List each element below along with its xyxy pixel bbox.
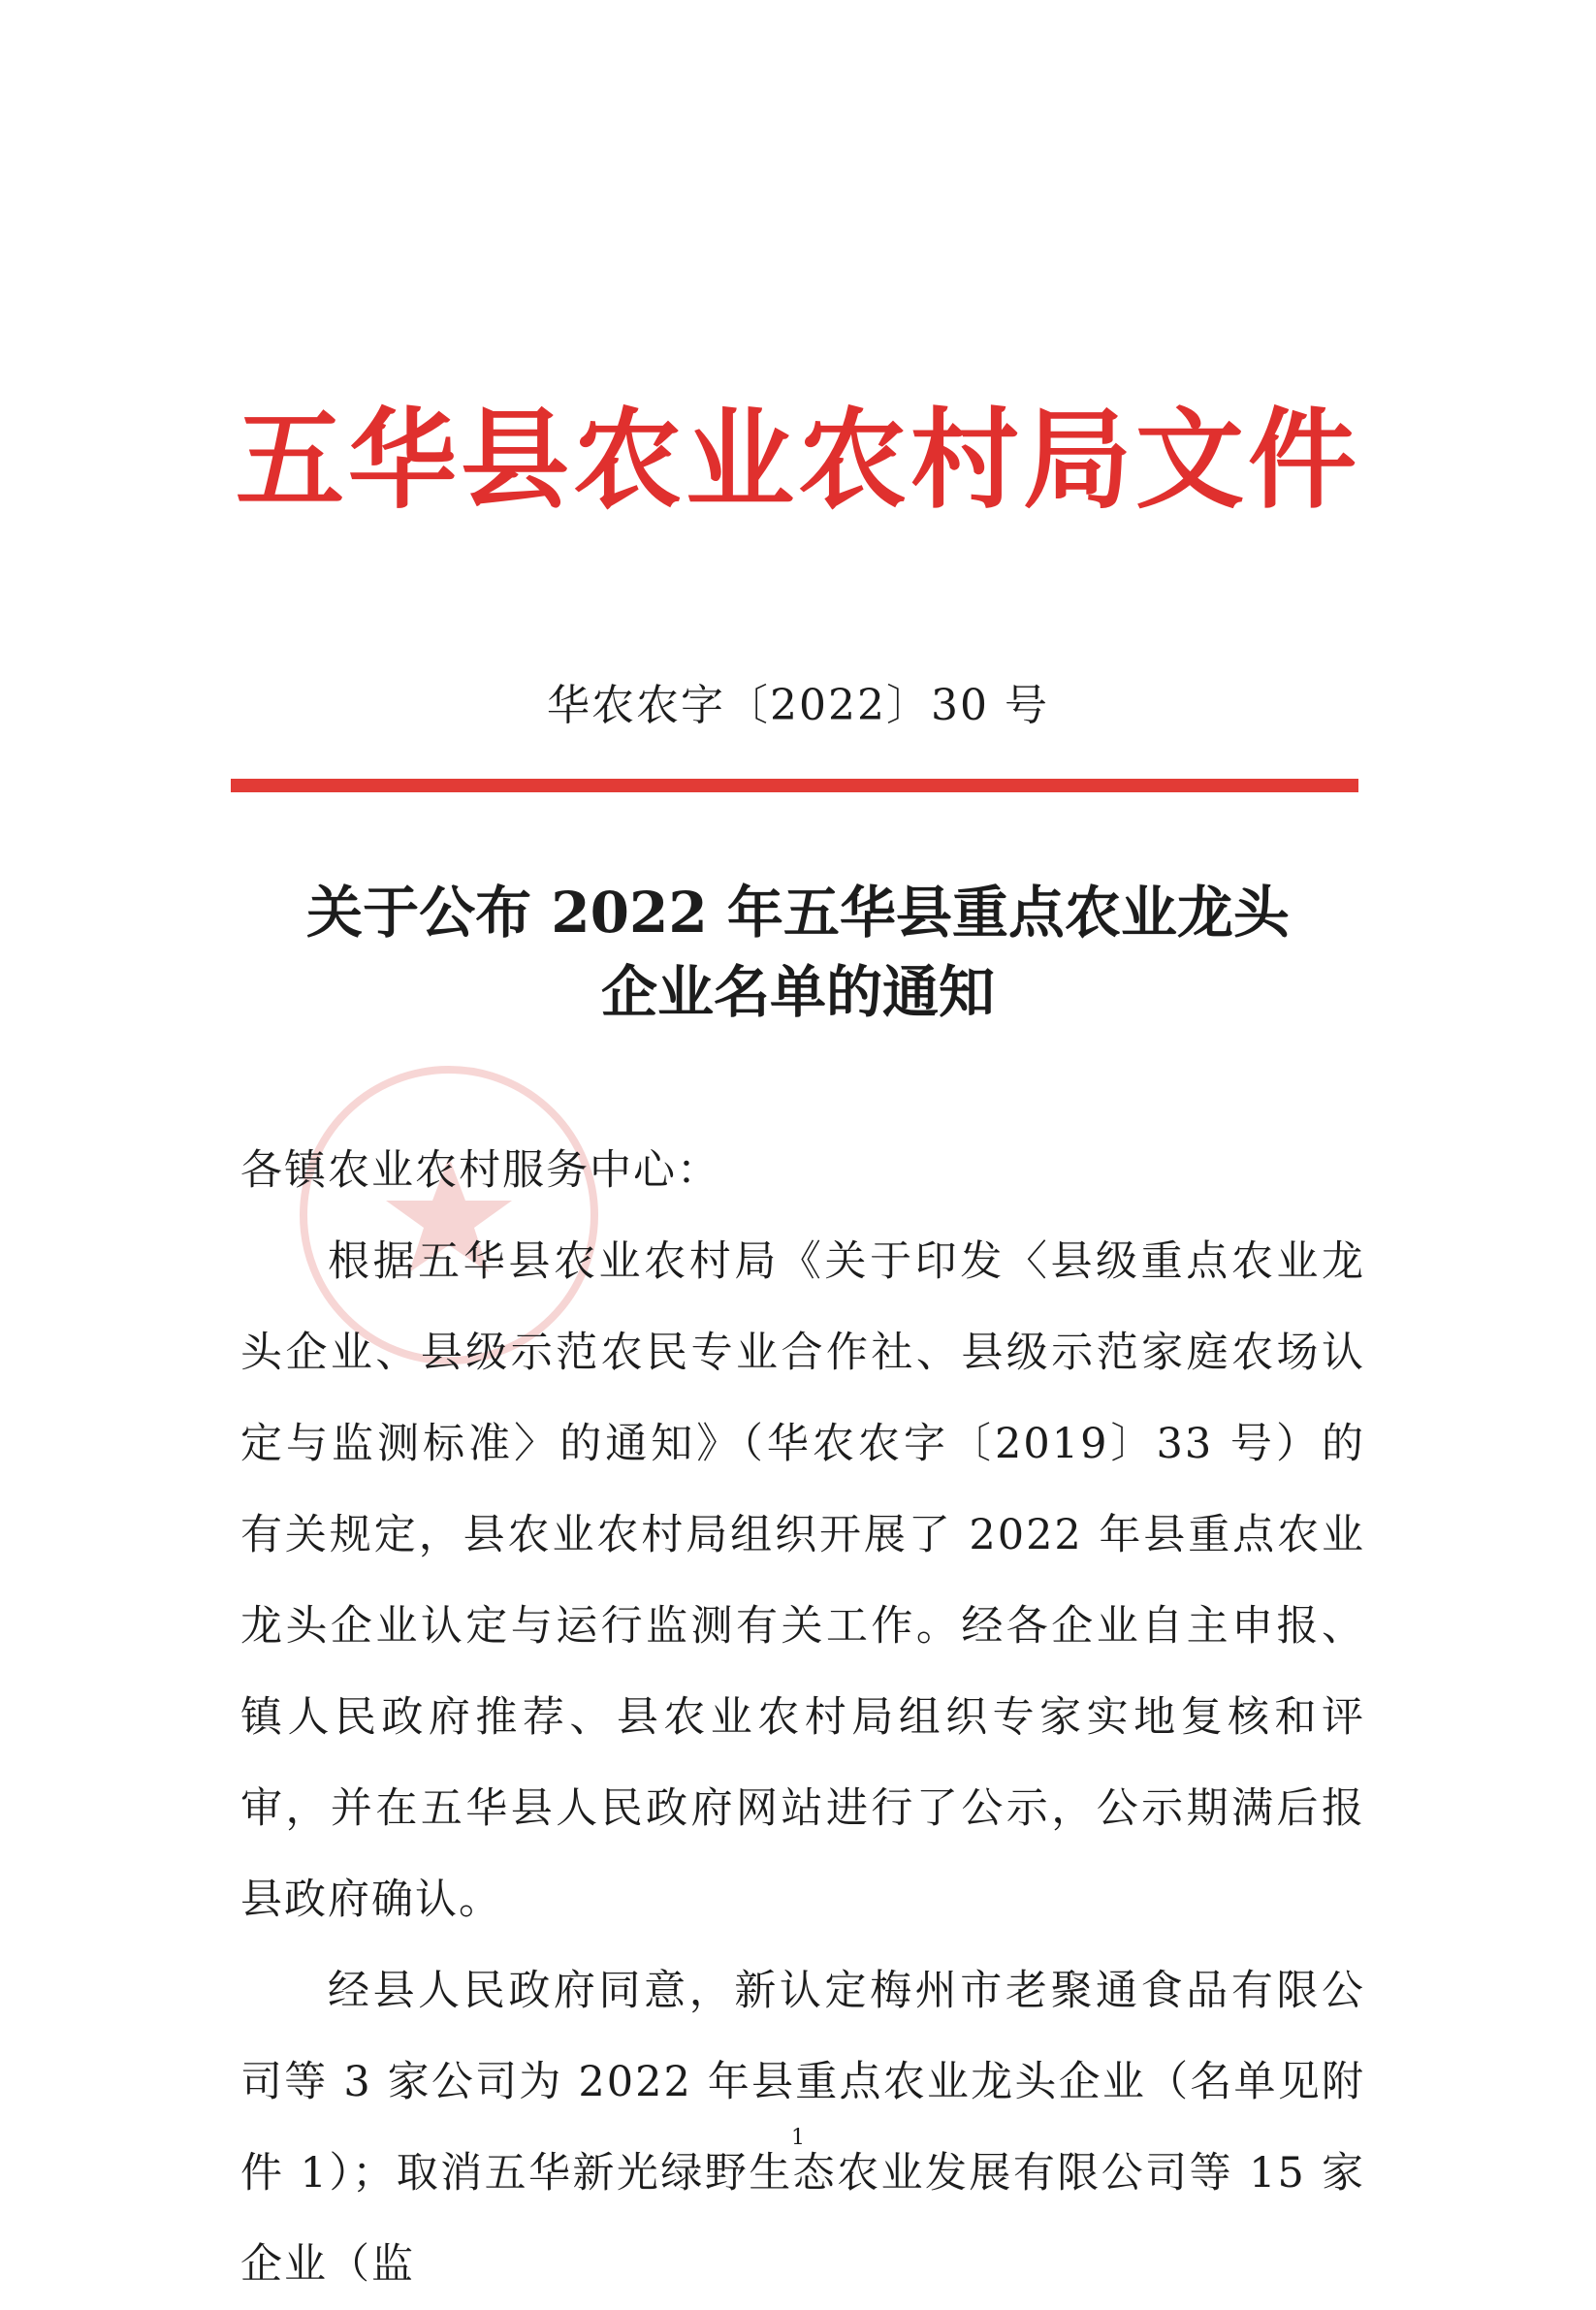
red-separator-rule bbox=[231, 779, 1358, 792]
page-number: 1 bbox=[791, 2126, 805, 2150]
salutation: 各镇农业农村服务中心： bbox=[240, 1146, 720, 1195]
notice-title bbox=[0, 873, 1596, 1032]
notice-title-line-2: 企业名单的通知 bbox=[600, 959, 995, 1025]
document-number: 华农农字〔2022〕30 号 bbox=[547, 681, 1049, 730]
notice-title-line-1: 关于公布 2022 年五华县重点农业龙头 bbox=[306, 880, 1290, 946]
body-paragraph: 根据五华县农业农村局《关于印发〈县级重点农业龙头企业、县级示范农民专业合作社、县级示范家庭农场认定与监测标准〉的通知》（华农农字〔2019〕33 号）的有关规定，县农业农村局组织开展了 2022 年县重点农业龙头企业认定与运行监测有关工作。经各企业自主申报、镇人民政府推荐、县农业农村局组织专家实地复核和评审，并在五华县人民政府网站进行了公示，公示期满后报县政府确认。 bbox=[240, 1237, 1365, 1924]
body-paragraph: 经县人民政府同意，新认定梅州市老聚通食品有限公司等 3 家公司为 2022 年县重点农业龙头企业（名单见附件 1）；取消五华新光绿野生态农业发展有限公司等 15 家企业（监 bbox=[240, 1967, 1365, 2289]
issuing-authority-title: 五华县农业农村局文件 bbox=[236, 397, 1360, 524]
